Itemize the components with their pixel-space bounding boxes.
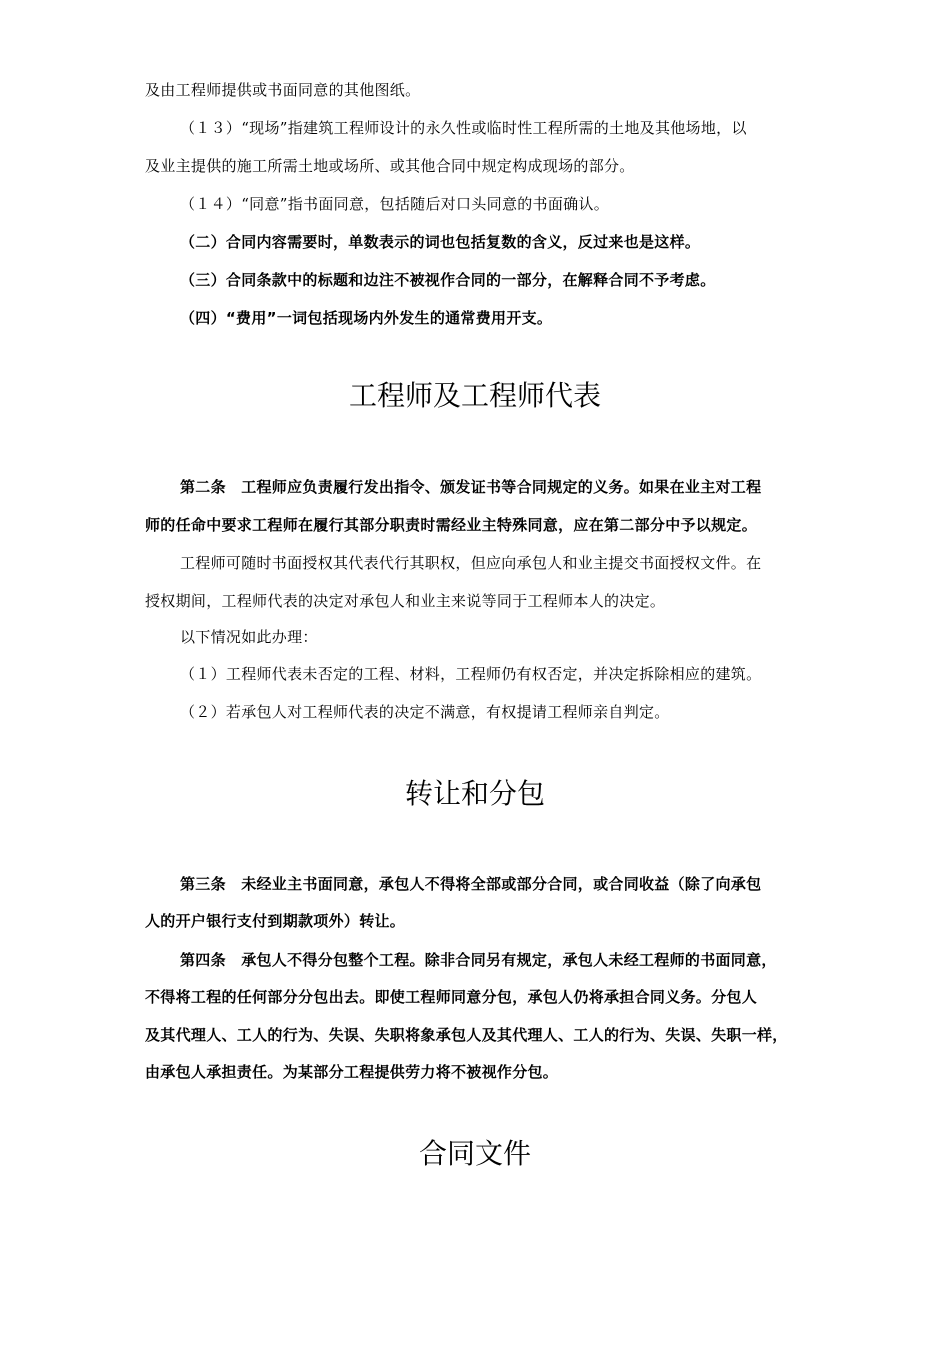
paragraph-line: 第三条 未经业主书面同意，承包人不得将全部或部分合同，或合同收益（除了向承包: [180, 875, 762, 893]
paragraph-line: 工程师可随时书面授权其代表代行其职权，但应向承包人和业主提交书面授权文件。在: [180, 554, 762, 572]
paragraph-line: 及其代理人、工人的行为、失误、失职将象承包人及其代理人、工人的行为、失误、失职一样，: [145, 1026, 788, 1044]
paragraph-line: （２）若承包人对工程师代表的决定不满意，有权提请工程师亲自判定。: [180, 703, 670, 721]
section-heading: 合同文件: [418, 1137, 531, 1170]
paragraph-line: （１）工程师代表未否定的工程、材料，工程师仍有权否定，并决定拆除相应的建筑。: [180, 665, 762, 683]
section-heading: 转让和分包: [404, 777, 545, 810]
paragraph-line: 第二条 工程师应负责履行发出指令、颁发证书等合同规定的义务。如果在业主对工程: [180, 478, 762, 496]
paragraph-line: （１４）“同意”指书面同意，包括随后对口头同意的书面确认。: [180, 195, 610, 213]
paragraph-line: 及业主提供的施工所需土地或场所、或其他合同中规定构成现场的部分。: [145, 157, 635, 175]
paragraph-line: 授权期间，工程师代表的决定对承包人和业主来说等同于工程师本人的决定。: [145, 592, 666, 610]
paragraph-line: 师的任命中要求工程师在履行其部分职责时需经业主特殊同意，应在第二部分中予以规定。: [145, 516, 758, 534]
paragraph-line: （二）合同内容需要时，单数表示的词也包括复数的含义，反过来也是这样。: [180, 233, 701, 251]
section-heading: 工程师及工程师代表: [348, 379, 601, 412]
paragraph-line: （三）合同条款中的标题和边注不被视作合同的一部分，在解释合同不予考虑。: [180, 271, 716, 289]
paragraph-line: 第四条 承包人不得分包整个工程。除非合同另有规定，承包人未经工程师的书面同意，: [180, 951, 777, 969]
paragraph-line: （四）“费用”一词包括现场内外发生的通常费用开支。: [180, 309, 553, 327]
paragraph-line: 人的开户银行支付到期款项外）转让。: [145, 912, 406, 930]
paragraph-line: 以下情况如此办理：: [180, 628, 318, 646]
paragraph-line: 由承包人承担责任。为某部分工程提供劳力将不被视作分包。: [145, 1063, 559, 1081]
paragraph-line: （１３）“现场”指建筑工程师设计的永久性或临时性工程所需的土地及其他场地，以: [180, 119, 747, 137]
paragraph-line: 不得将工程的任何部分分包出去。即使工程师同意分包，承包人仍将承担合同义务。分包人: [145, 988, 758, 1006]
paragraph-line: 及由工程师提供或书面同意的其他图纸。: [145, 81, 421, 99]
